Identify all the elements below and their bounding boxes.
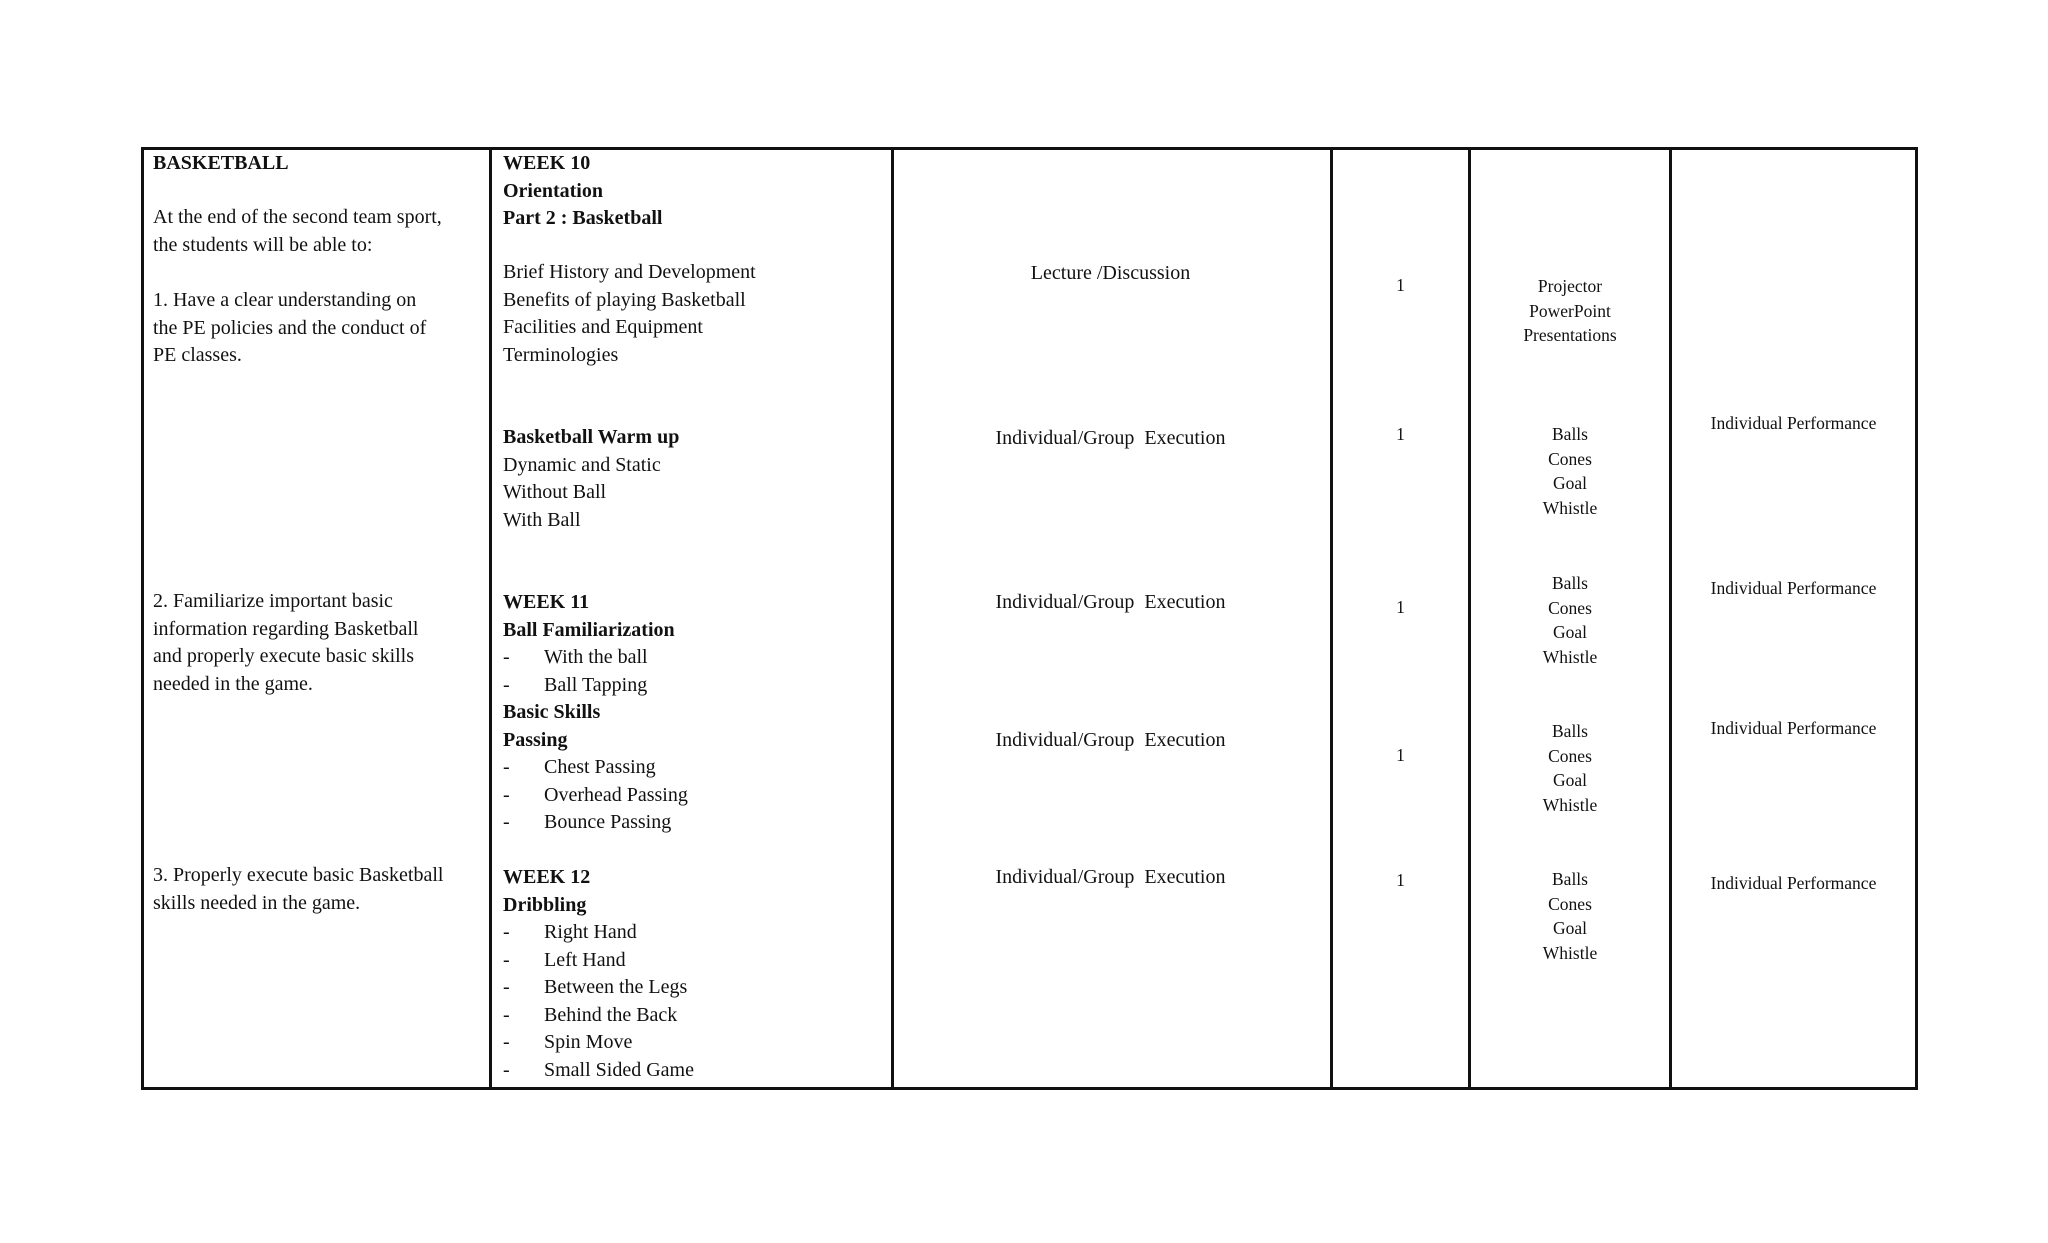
list-item: - Between the Legs: [503, 976, 688, 998]
materials-list: Balls Cones Goal Whistle: [1542, 721, 1598, 815]
column-divider-2: [891, 147, 894, 1090]
hours-value: 1: [1396, 597, 1405, 617]
list-item: - Small Sided Game: [503, 1058, 694, 1081]
list-item: - Chest Passing: [503, 756, 656, 778]
hours-value: 1: [1396, 275, 1405, 295]
method-execution: Individual/Group Execution: [995, 427, 1226, 449]
list-item: - Overhead Passing: [503, 783, 688, 806]
list-item: - With the ball: [503, 646, 648, 668]
method-execution: Individual/Group Execution: [995, 729, 1226, 751]
list-item: - Ball Tapping: [503, 673, 648, 696]
hours-value: 1: [1396, 870, 1405, 890]
assessment-value: Individual Performance: [1710, 873, 1877, 893]
materials-list: Balls Cones Goal Whistle: [1542, 573, 1598, 667]
intro-text: At the end of the second team sport, the students will be able to:: [153, 206, 442, 256]
list-item: - Spin Move: [503, 1031, 633, 1053]
materials-list: Projector PowerPoint Presentations: [1523, 276, 1617, 345]
sport-title: BASKETBALL: [153, 152, 289, 174]
list-item: - Right Hand: [503, 921, 637, 943]
hours-value: 1: [1396, 424, 1405, 444]
week12-section: WEEK 12 Dribbling - Right Hand - Left Hand - Between the Legs - Behind the Back - Spin Move - Small Sided Game: [503, 864, 694, 1084]
objective-2: 2. Familiarize important basic information regarding Basketball and properly execute basic skills needed in the game.: [153, 590, 419, 695]
column-divider-1: [489, 147, 492, 1090]
method-execution: Individual/Group Execution: [995, 591, 1226, 613]
list-item: - Bounce Passing: [503, 811, 672, 833]
assessment-value: Individual Performance: [1710, 578, 1877, 598]
week10-heading: WEEK 10 Orientation Part 2 : Basketball: [503, 152, 663, 229]
objective-3: 3. Properly execute basic Basketball skills needed in the game.: [153, 864, 444, 914]
assessment-value: Individual Performance: [1710, 413, 1877, 433]
orientation-topics: Brief History and Development Benefits of playing Basketball Facilities and Equipment Terminologies: [503, 261, 756, 366]
method-lecture: Lecture /Discussion: [1030, 262, 1191, 284]
materials-list: Balls Cones Goal Whistle: [1542, 424, 1598, 518]
assessment-value: Individual Performance: [1710, 718, 1877, 738]
method-execution: Individual/Group Execution: [995, 866, 1226, 888]
list-item: - Behind the Back: [503, 1003, 678, 1026]
materials-list: Balls Cones Goal Whistle: [1542, 869, 1598, 963]
objective-1: 1. Have a clear understanding on the PE policies and the conduct of PE classes.: [153, 289, 427, 366]
warmup-section: Basketball Warm up Dynamic and Static Without Ball With Ball: [503, 426, 680, 531]
column-divider-5: [1669, 147, 1672, 1090]
hours-value: 1: [1396, 745, 1405, 765]
list-item: - Left Hand: [503, 948, 626, 971]
week11-section: WEEK 11 Ball Familiarization - With the ball - Ball Tapping Basic Skills Passing - Chest Passing - Overhead Passing - Bounce Passing: [503, 589, 688, 837]
